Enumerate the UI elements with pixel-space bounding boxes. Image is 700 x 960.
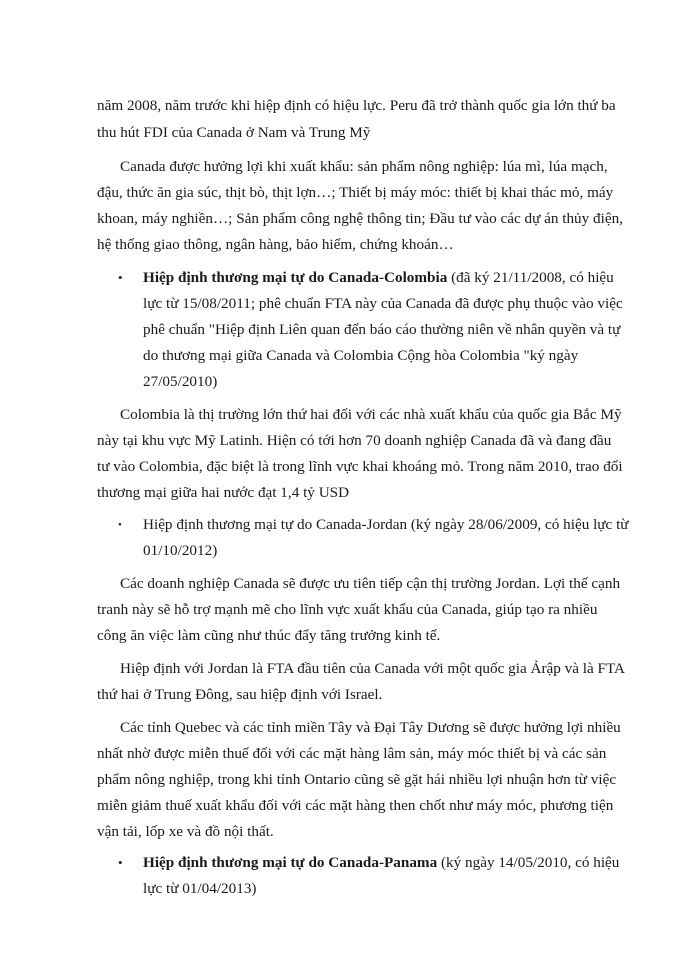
bullet-line: 27/05/2010)	[143, 373, 218, 390]
paragraph-line: khoan, máy nghiền…; Sản phẩm công nghệ thông tin; Đầu tư vào các dự án thủy điện,	[97, 210, 623, 227]
paragraph-line: tư vào Colombia, đặc biệt là trong lĩnh vực khai khoáng mỏ. Trong năm 2010, trao đổi	[97, 458, 623, 475]
bullet-line: lực từ 15/08/2011; phê chuẩn FTA này của Canada đã được phụ thuộc vào việc	[143, 295, 623, 312]
paragraph-line: Canada được hưởng lợi khi xuất khẩu: sản phẩm nông nghiệp: lúa mì, lúa mạch,	[120, 158, 608, 175]
bullet-marker: •	[118, 855, 123, 870]
bullet-line: lực từ 01/04/2013)	[143, 880, 257, 897]
bullet-line	[143, 268, 614, 288]
bullet-marker: •	[118, 270, 123, 285]
bullet-line: Hiệp định thương mại tự do Canada-Jordan (ký ngày 28/06/2009, có hiệu lực từ	[143, 516, 629, 533]
bullet-text: (đã ký 21/11/2008, có hiệu	[447, 269, 614, 286]
bullet-marker: •	[118, 519, 122, 531]
paragraph-line: vận tải, lốp xe và đồ nội thất.	[97, 823, 274, 840]
paragraph-line: đậu, thức ăn gia súc, thịt bò, thịt lợn…; Thiết bị máy móc: thiết bị khai thác mỏ, máy	[97, 184, 614, 201]
paragraph-line: phẩm nông nghiệp, trong khi tỉnh Ontario cũng sẽ gặt hái nhiều lợi nhuận hơn từ việc	[97, 771, 617, 788]
bullet-line	[143, 853, 619, 873]
bullet-line: phê chuẩn "Hiệp định Liên quan đến báo cáo thường niên về nhân quyền và tự	[143, 321, 621, 338]
bullet-title: Hiệp định thương mại tự do Canada-Colombia	[143, 269, 448, 286]
paragraph-line: công ăn việc làm cũng như thúc đẩy tăng trưởng kinh tế.	[97, 627, 441, 644]
paragraph-line: hệ thống giao thông, ngân hàng, bảo hiểm, chứng khoán…	[97, 236, 454, 253]
bullet-line: do thương mại giữa Canada và Colombia Cộng hòa Colombia "ký ngày	[143, 347, 579, 364]
bullet-title: Hiệp định thương mại tự do Canada-Panama	[143, 854, 438, 871]
bullet-text: (ký ngày 14/05/2010, có hiệu	[437, 854, 620, 871]
paragraph-line: miễn giảm thuế xuất khẩu đối với các mặt hàng then chốt như máy móc, phương tiện	[97, 797, 614, 814]
paragraph-line: Các tỉnh Quebec và các tỉnh miền Tây và Đại Tây Dương sẽ được hưởng lợi nhiều	[120, 719, 621, 736]
paragraph-line: năm 2008, năm trước khi hiệp định có hiệu lực. Peru đã trở thành quốc gia lớn thứ ba	[97, 97, 616, 114]
paragraph-line: Colombia là thị trường lớn thứ hai đối với các nhà xuất khẩu của quốc gia Bắc Mỹ	[120, 406, 622, 423]
paragraph-line: thương mại giữa hai nước đạt 1,4 tỷ USD	[97, 484, 350, 501]
paragraph-line: thu hút FDI của Canada ở Nam và Trung Mỹ	[97, 124, 371, 141]
paragraph-line: tranh này sẽ hỗ trợ mạnh mẽ cho lĩnh vực xuất khẩu của Canada, giúp tạo ra nhiều	[97, 601, 598, 618]
paragraph-line: thứ hai ở Trung Đông, sau hiệp định với Israel.	[97, 686, 383, 703]
paragraph-line: Hiệp định với Jordan là FTA đầu tiên của Canada với một quốc gia Ảrập và là FTA	[120, 660, 625, 677]
paragraph-line: nhất nhờ được miễn thuế đối với các mặt hàng lâm sản, máy móc thiết bị và các sản	[97, 745, 607, 762]
paragraph-line: Các doanh nghiệp Canada sẽ được ưu tiên tiếp cận thị trường Jordan. Lợi thế cạnh	[120, 575, 621, 592]
bullet-line: 01/10/2012)	[143, 542, 218, 559]
paragraph-line: này tại khu vực Mỹ Latinh. Hiện có tới hơn 70 doanh nghiệp Canada đã và đang đầu	[97, 432, 612, 449]
